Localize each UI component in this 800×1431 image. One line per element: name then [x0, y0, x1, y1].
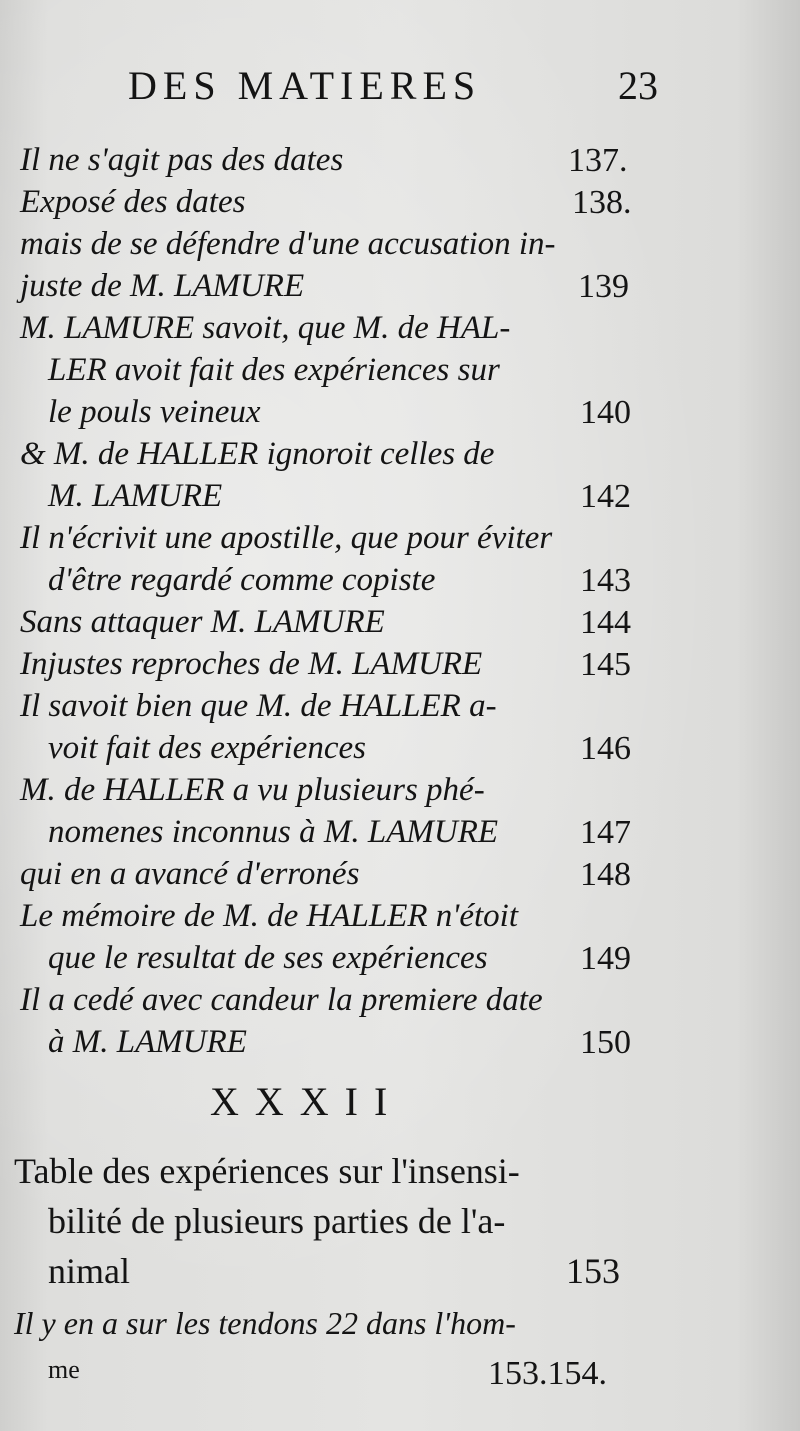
entry-text: qui en a avancé d'erronés	[20, 856, 360, 892]
index-entry	[0, 268, 800, 310]
running-header	[128, 62, 658, 112]
section-line-text: bilité de plusieurs parties de l'a-	[48, 1201, 506, 1241]
entry-text: le pouls veineux	[48, 394, 261, 430]
entry-text: Sans attaquer M. LAMURE	[20, 604, 385, 640]
index-entry	[0, 982, 800, 1024]
entry-text: juste de M. LAMURE	[20, 268, 305, 304]
index-entry	[0, 1024, 800, 1066]
entry-page: 150	[580, 1024, 631, 1061]
entry-text: d'être regardé comme copiste	[48, 562, 436, 598]
index-entry	[0, 604, 800, 646]
index-entry	[0, 184, 800, 226]
entry-text: voit fait des expériences	[48, 730, 366, 766]
entry-page: 146	[580, 730, 631, 767]
entry-text: Il a cedé avec candeur la premiere date	[20, 982, 543, 1018]
entry-text: mais de se défendre d'une accusation in-	[20, 226, 556, 262]
section-line-text: nimal	[48, 1251, 130, 1291]
index-entry	[0, 394, 800, 436]
index-entry	[0, 772, 800, 814]
section-line	[48, 1355, 648, 1392]
section-line-page: 153.154.	[488, 1355, 607, 1392]
entry-page: 137.	[568, 142, 628, 179]
entry-text: nomenes inconnus à M. LAMURE	[48, 814, 499, 850]
section-line	[48, 1200, 505, 1242]
index-entry	[0, 562, 800, 604]
header-page-number: 23	[618, 63, 658, 108]
entry-text: Exposé des dates	[20, 184, 246, 220]
entry-page: 145	[580, 646, 631, 683]
entry-text: Il n'écrivit une apostille, que pour éviter	[20, 520, 553, 556]
entry-page: 149	[580, 940, 631, 977]
entry-text: LER avoit fait des expériences sur	[48, 352, 500, 388]
index-entry	[0, 142, 800, 184]
index-entry	[0, 226, 800, 268]
section-heading: XXXII	[210, 1079, 404, 1124]
index-entry	[0, 310, 800, 352]
entry-page: 144	[580, 604, 631, 641]
index-entry	[0, 352, 800, 394]
entry-text: que le resultat de ses expériences	[48, 940, 488, 976]
entry-page: 138.	[572, 184, 632, 221]
section-line	[14, 1305, 516, 1342]
index-entry	[0, 856, 800, 898]
section-line-page: 153	[566, 1251, 620, 1291]
index-entry	[0, 730, 800, 772]
section-line-text: Il y en a sur les tendons 22 dans l'hom-	[14, 1305, 516, 1341]
index-entry	[0, 646, 800, 688]
entry-page: 143	[580, 562, 631, 599]
entry-page: 147	[580, 814, 631, 851]
index-entry	[0, 688, 800, 730]
index-entry	[0, 478, 800, 520]
entry-text: à M. LAMURE	[48, 1024, 247, 1060]
entry-text: Injustes reproches de M. LAMURE	[20, 646, 483, 682]
index-entry	[0, 520, 800, 562]
entry-page: 139	[578, 268, 629, 305]
index-entry	[0, 940, 800, 982]
section-line	[14, 1150, 520, 1192]
entry-text: M. de HALLER a vu plusieurs phé-	[20, 772, 485, 808]
entry-text: M. LAMURE savoit, que M. de HAL-	[20, 310, 511, 346]
entry-text: Il savoit bien que M. de HALLER a-	[20, 688, 497, 724]
entry-text: & M. de HALLER ignoroit celles de	[20, 436, 495, 472]
entry-text: M. LAMURE	[48, 478, 223, 514]
entry-page: 142	[580, 478, 631, 515]
section-line-text: me	[48, 1355, 80, 1384]
index-entry	[0, 814, 800, 856]
entry-text: Le mémoire de M. de HALLER n'étoit	[20, 898, 518, 934]
section-line	[48, 1250, 648, 1292]
index-entry	[0, 436, 800, 478]
entry-page: 140	[580, 394, 631, 431]
header-title: DES MATIERES	[128, 63, 482, 108]
section-line-text: Table des expériences sur l'insensi-	[14, 1151, 520, 1191]
entry-text: Il ne s'agit pas des dates	[20, 142, 344, 178]
index-entry	[0, 898, 800, 940]
entry-page: 148	[580, 856, 631, 893]
